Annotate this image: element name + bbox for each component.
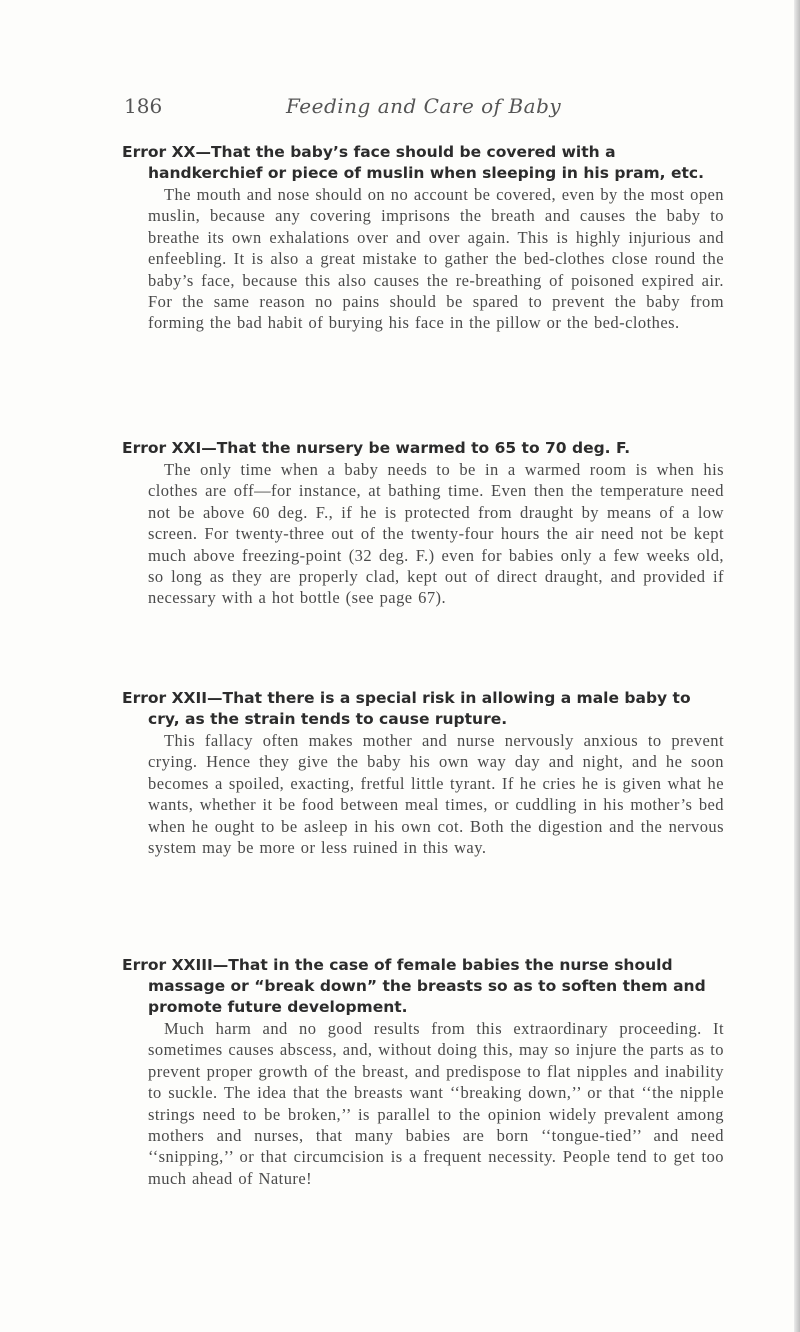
running-head [124,94,724,126]
error-section-xxiii [122,955,724,1189]
page-number: 186 [124,94,163,118]
section-heading: Error XXII—That there is a special risk in allowing a male baby to cry, as the strain tends to cause rupture. [122,689,691,728]
section-heading: Error XXI—That the nursery be warmed to 65 to 70 deg. F. [122,439,631,457]
section-body: The mouth and nose should on no account be covered, even by the most open muslin, because any covering imprisons the breath and causes the baby to breathe its own exhalations over and over again. This is highly injurious and enfeebling. It is also a great mistake to gather the bed-clothes close round the baby’s face, because this also causes the re-breathing of poisoned expired air. For the same reason no pains should be spared to prevent the baby from forming the bad habit of burying his face in the pillow or the bed-clothes. [148,185,724,333]
section-heading: Error XXIII—That in the case of female babies the nurse should massage or “break down” the breasts so as to soften them and promote future development. [122,956,706,1016]
error-section-xxi [122,438,724,609]
section-body: This fallacy often makes mother and nurse nervously anxious to prevent crying. Hence they give the baby his own way day and night, and he soon becomes a spoiled, exacting, fretful little tyrant. If he cries he is given what he wants, whether it be food between meal times, or cuddling in his mother’s bed when he ought to be asleep in his own cot. Both the digestion and the nervous system may be more or less ruined in this way. [148,731,724,858]
section-body: Much harm and no good results from this extraordinary proceeding. It sometimes causes abscess, and, without doing this, may so injure the parts as to prevent proper growth of the breast, and predispose to flat nipples and inability to suckle. The idea that the breasts want ‘‘breaking down,’’ or that ‘‘the nipple strings need to be broken,’’ is parallel to the opinion widely prevalent among mothers and nurses, that many babies are born ‘‘tongue-tied’’ and need ‘‘snipping,’’ or that circumcision is a frequent necessity. People tend to get too much ahead of Nature! [148,1019,724,1188]
running-title: Feeding and Care of Baby [286,94,562,118]
error-section-xxii [122,688,724,858]
error-section-xx [122,142,724,334]
section-heading: Error XX—That the baby’s face should be covered with a handkerchief or piece of muslin when sleeping in his pram, etc. [122,143,704,182]
section-body: The only time when a baby needs to be in a warmed room is when his clothes are off—for instance, at bathing time. Even then the temperature need not be above 60 deg. F., if he is protected from draught by means of a low screen. For twenty-three out of the twenty-four hours the air need not be kept much above freezing-point (32 deg. F.) even for babies only a few weeks old, so long as they are properly clad, kept out of direct draught, and provided if necessary with a hot bottle (see page 67). [148,460,724,608]
page-edge-shadow [794,0,800,1332]
